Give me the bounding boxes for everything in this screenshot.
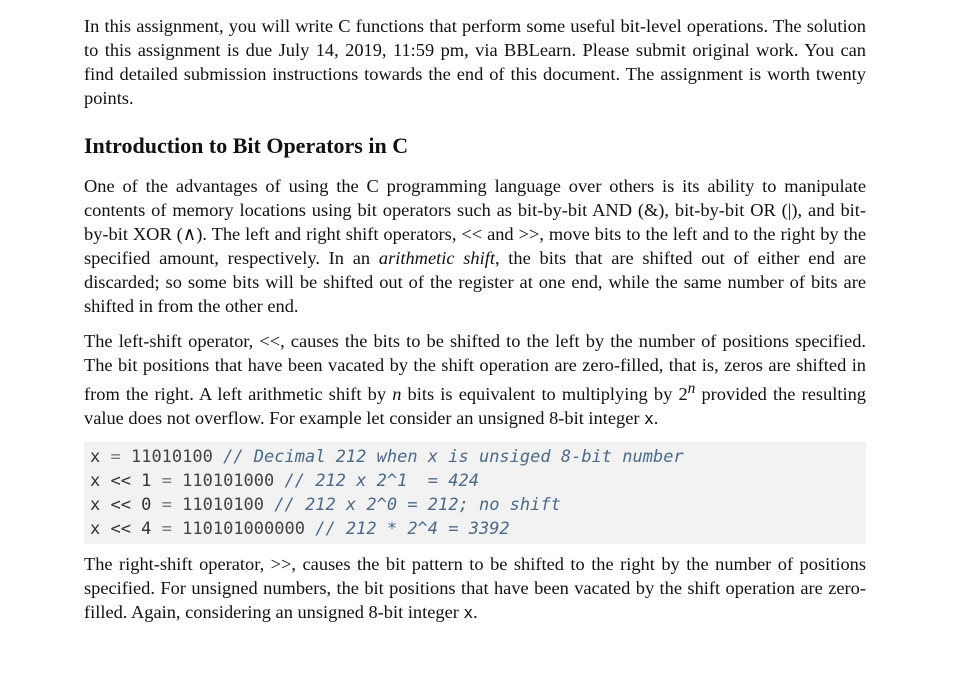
- paragraph-text: bits is equivalent to multiplying by 2: [401, 384, 688, 405]
- intro-paragraph: In this assignment, you will write C functions that perform some useful bit-level operations. The solution to this assignment is due July 14, 2019, 11:59 pm, via BBLearn. Please submit original work. You can find detailed submission instructions towards the end of this document. The assignment is worth twenty points.: [84, 16, 866, 108]
- code-comment: // 212 x 2^1 = 424: [274, 471, 479, 492]
- paragraph-text: The right-shift operator, >>, causes the bit pattern to be shifted to the right by the number of positions specified. For unsigned numbers, the bit positions that have been vacated by the shift operation are zero-filled. Again, considering an unsigned 8-bit integer: [84, 554, 866, 623]
- code-line: [90, 517, 860, 541]
- code-line: [90, 445, 860, 469]
- code-op: =: [151, 495, 183, 516]
- code-lhs: x << 1: [90, 471, 152, 492]
- code-comment: // Decimal 212 when x is unsiged 8-bit number: [212, 447, 684, 468]
- code-value: 110101000000: [182, 519, 305, 540]
- code-value: 110101000: [182, 471, 275, 492]
- code-comment: // 212 * 2^4 = 3392: [304, 519, 510, 540]
- code-comment: // 212 x 2^0 = 212; no shift: [264, 495, 561, 516]
- code-lhs: x << 0: [90, 495, 152, 516]
- paragraph-text: The left-shift operator, <<, causes the bits to be shifted to the left by the number of positions specified. The bit positions that have been vacated by the shift operation are zero-filled, that is, zeros are shifted in from the right. A left arithmetic shift by: [84, 331, 866, 405]
- paragraph-text: provided the resulting value does not overflow. For example let consider an unsigned 8-bit integer: [84, 384, 866, 429]
- code-op: =: [100, 447, 131, 468]
- document-page: [84, 14, 866, 636]
- code-op: =: [151, 471, 183, 492]
- code-line: [90, 469, 860, 493]
- section-title: Introduction to Bit Operators in C: [84, 133, 409, 158]
- code-var-x: x: [463, 603, 474, 623]
- code-line: [90, 493, 860, 517]
- emphasis-arithmetic-shift: arithmetic shift: [378, 248, 495, 268]
- paragraph-text: One of the advantages of using the C programming language over others is its ability to manipulate contents of memory locations using bit operators such as bit-by-bit AND (&), bit-by-bit OR (|), and bit-by-bit XOR (∧). The left and right shift operators, << and >>, move bits to the left and to the right by the specified amount, respectively. In an: [84, 176, 866, 268]
- code-lhs: x: [90, 447, 101, 468]
- math-var-n: n: [392, 384, 402, 405]
- code-var-x: x: [644, 409, 654, 429]
- paragraph-right-shift: [84, 552, 866, 625]
- paragraph-left-shift: [84, 329, 866, 431]
- code-op: =: [151, 519, 183, 540]
- math-var-n: n: [687, 380, 696, 397]
- code-value: 11010100: [182, 495, 265, 516]
- paragraph-text: .: [653, 408, 659, 429]
- code-block-left-shift: [84, 442, 866, 544]
- code-value: 11010100: [130, 447, 213, 468]
- paragraph-text: , the bits that are shifted out of either end are discarded; so some bits will be shifted out of the register at one end, while the same number of bits are shifted in from the other end.: [84, 248, 866, 316]
- paragraph-bit-operators: [84, 174, 866, 318]
- code-lhs: x << 4: [90, 519, 152, 540]
- paragraph-text: .: [473, 602, 478, 623]
